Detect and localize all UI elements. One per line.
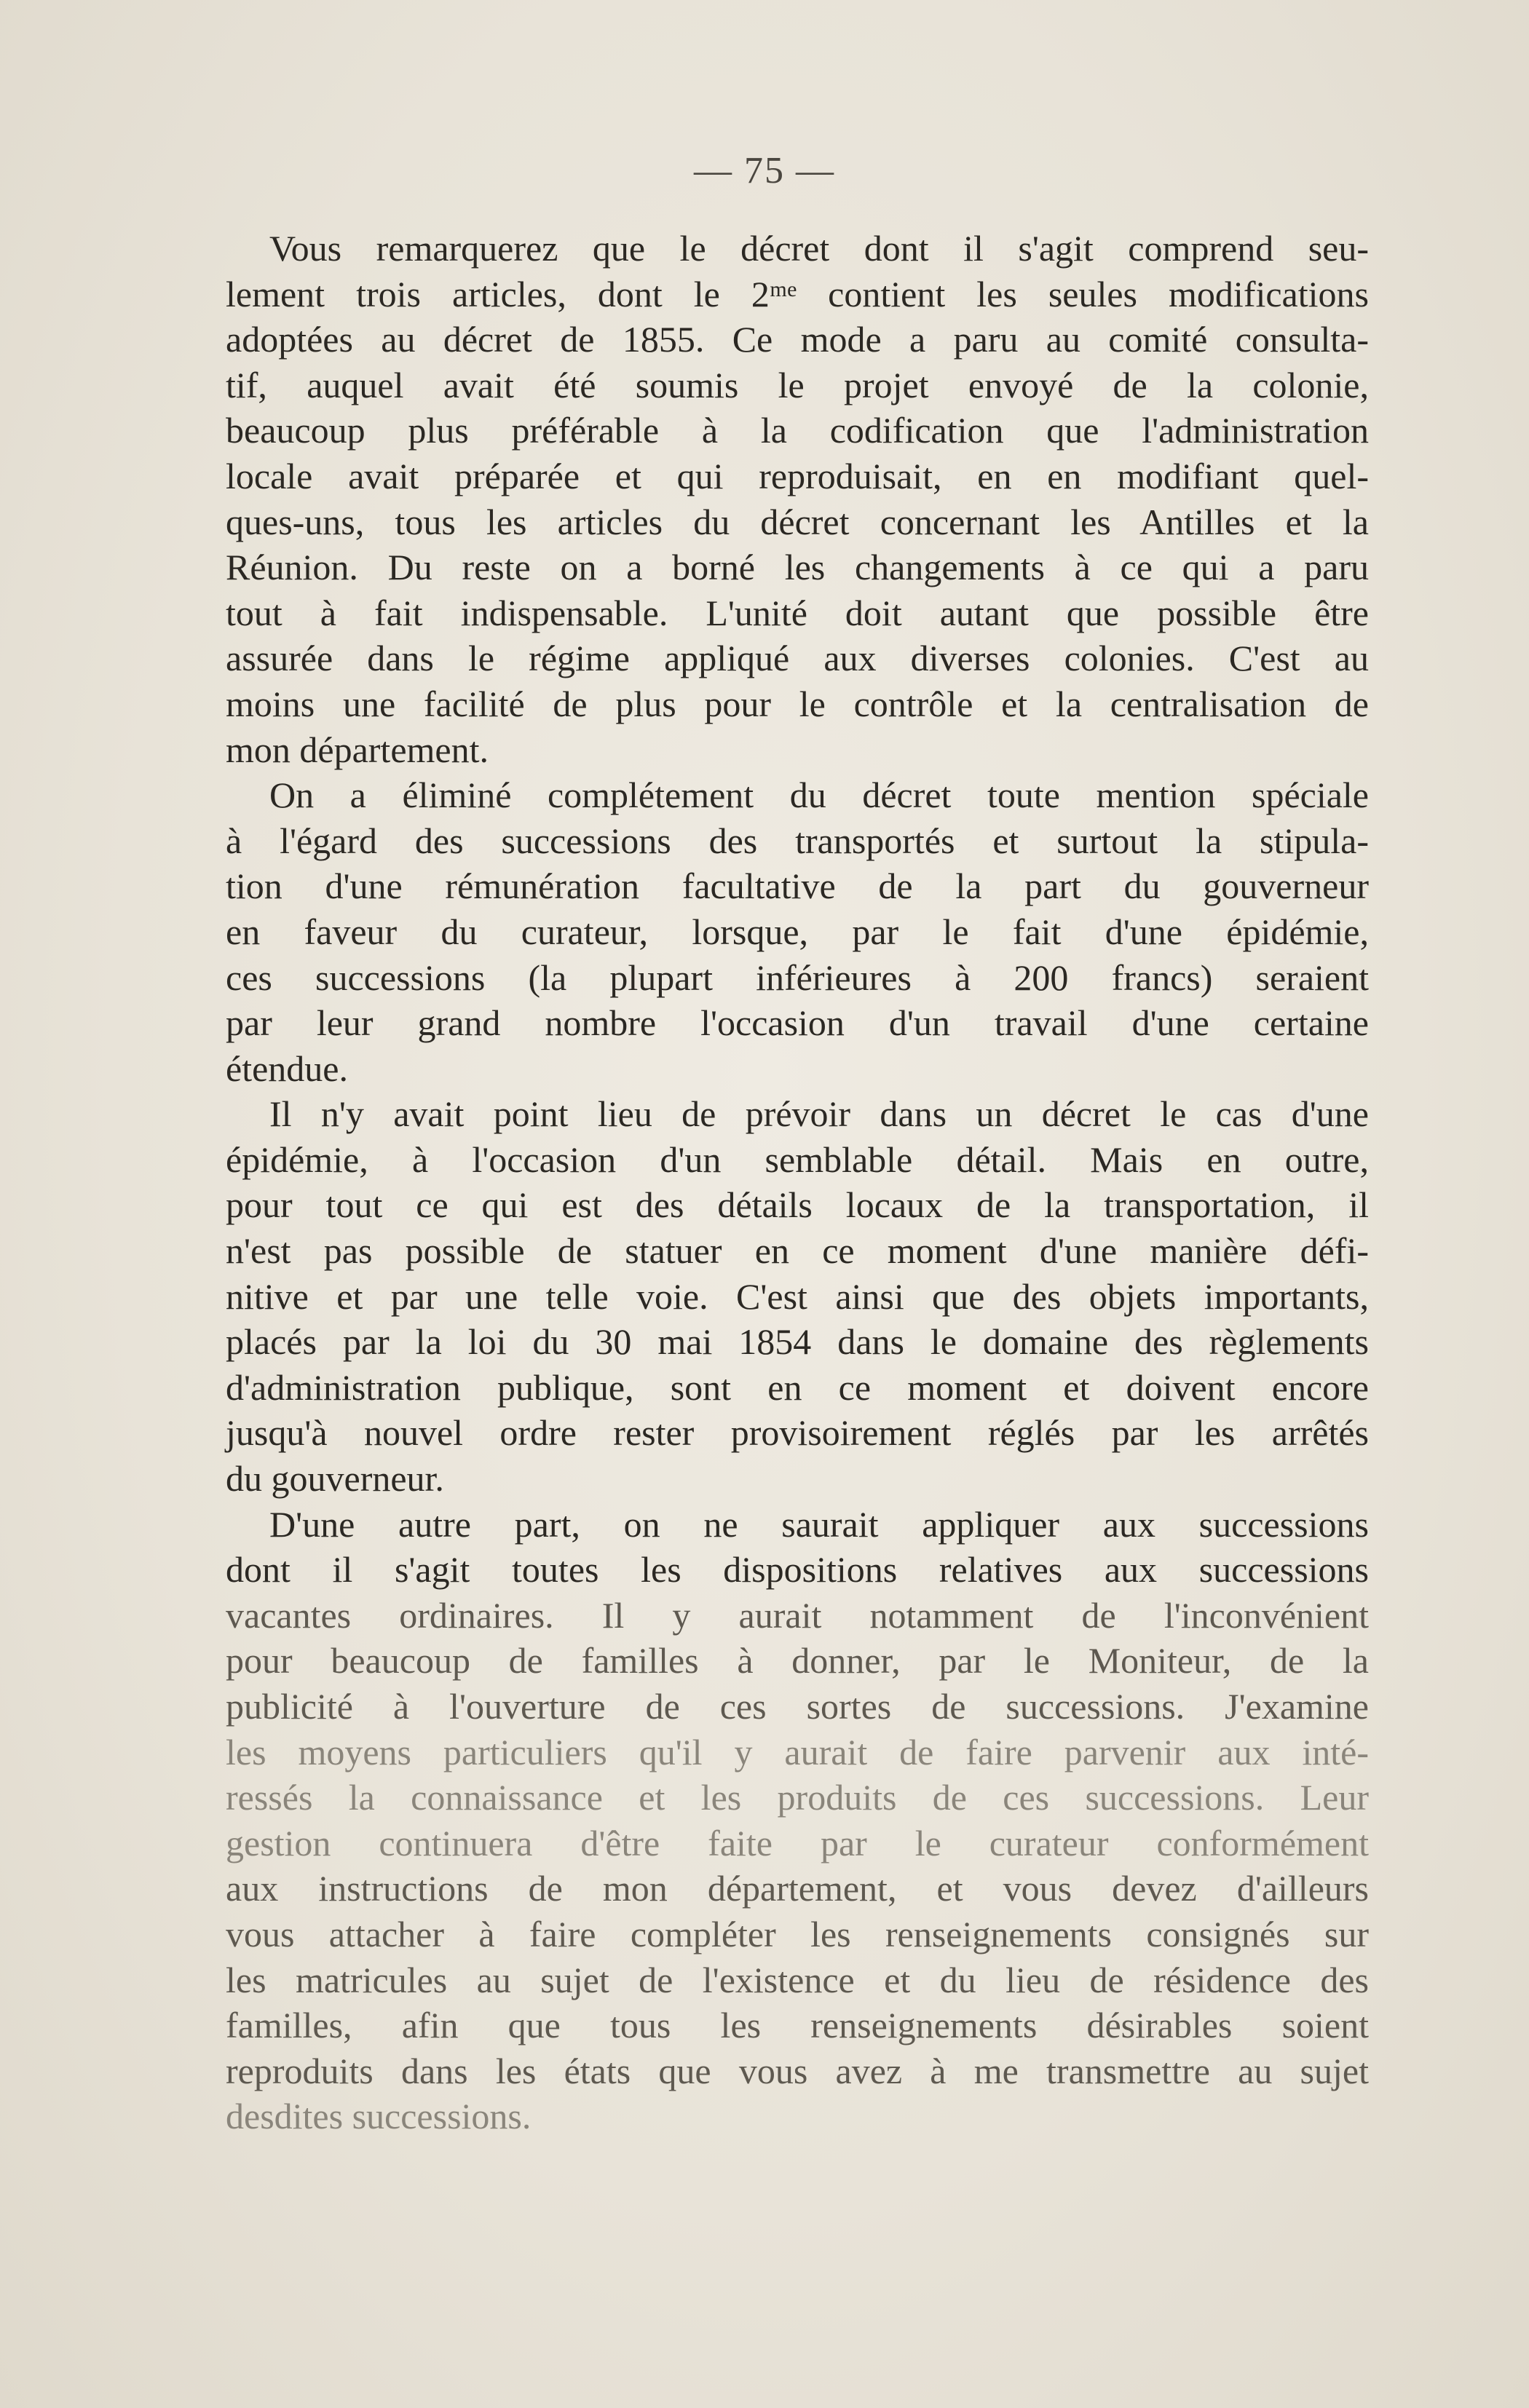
text-line: On a éliminé complétement du décret toute mention spéciale [269, 775, 1369, 816]
text-line: adoptées au décret de 1855. Ce mode a paru au comité consulta- [226, 319, 1369, 360]
text-line: moins une facilité de plus pour le contrôle et la centralisation de [226, 683, 1369, 724]
text-line: nitive et par une telle voie. C'est ainsi que des objets importants, [226, 1275, 1369, 1317]
text-line: publicité à l'ouverture de ces sortes de successions. J'examine [226, 1686, 1369, 1727]
text-line: gestion continuera d'être faite par le curateur conformément [226, 1822, 1369, 1864]
text-line: ressés la connaissance et les produits de ces successions. Leur [226, 1777, 1369, 1818]
text-line: étendue. [226, 1047, 348, 1089]
text-line: tion d'une rémunération facultative de la part du gouverneur [226, 866, 1369, 907]
text-line: les moyens particuliers qu'il y aurait de faire parvenir aux inté- [226, 1731, 1369, 1773]
text-line: par leur grand nombre l'occasion d'un travail d'une certaine [226, 1002, 1369, 1044]
text-line: Vous remarquerez que le décret dont il s'agit comprend seu- [269, 228, 1369, 269]
text-line: ques-uns, tous les articles du décret concernant les Antilles et la [226, 501, 1369, 542]
text-line: épidémie, à l'occasion d'un semblable détail. Mais en outre, [226, 1138, 1369, 1180]
text-line: dont il s'agit toutes les dispositions relatives aux successions [226, 1549, 1369, 1591]
text-line: du gouverneur. [226, 1458, 444, 1500]
text-line: Réunion. Du reste on a borné les changements à ce qui a paru [226, 547, 1369, 588]
text-line: n'est pas possible de statuer en ce moment d'une manière défi- [226, 1230, 1369, 1272]
text-line: D'une autre part, on ne saurait appliquer aux successions [269, 1503, 1369, 1545]
text-line: Il n'y avait point lieu de prévoir dans un décret le cas d'une [269, 1093, 1369, 1135]
text-line: aux instructions de mon département, et vous devez d'ailleurs [226, 1868, 1369, 1909]
text-line: mon département. [226, 729, 489, 770]
text-line: ces successions (la plupart inférieures à 200 francs) seraient [226, 957, 1369, 998]
text-line: locale avait préparée et qui reproduisait, en en modifiant quel- [226, 455, 1369, 496]
text-line: en faveur du curateur, lorsque, par le fait d'une épidémie, [226, 911, 1369, 952]
text-line: familles, afin que tous les renseignements désirables soient [226, 2005, 1369, 2046]
text-line: lement trois articles, dont le 2ᵐᵉ contient les seules modifications [226, 273, 1369, 314]
text-line: beaucoup plus préférable à la codification que l'administration [226, 410, 1369, 451]
text-line: vous attacher à faire compléter les renseignements consignés sur [226, 1913, 1369, 1954]
text-line: desdites successions. [226, 2096, 532, 2137]
text-line: jusqu'à nouvel ordre rester provisoirement réglés par les arrêtés [226, 1412, 1369, 1454]
text-line: placés par la loi du 30 mai 1854 dans le domaine des règlements [226, 1321, 1369, 1363]
page-number: — 75 — [694, 150, 835, 191]
text-line: tout à fait indispensable. L'unité doit autant que possible être [226, 592, 1369, 633]
text-line: les matricules au sujet de l'existence et du lieu de résidence des [226, 1959, 1369, 2000]
body-text [226, 226, 1369, 2139]
text-line: vacantes ordinaires. Il y aurait notamment de l'inconvénient [226, 1594, 1369, 1636]
text-line: assurée dans le régime appliqué aux diverses colonies. C'est au [226, 638, 1369, 679]
text-line: d'administration publique, sont en ce moment et doivent encore [226, 1366, 1369, 1408]
text-line: reproduits dans les états que vous avez à me transmettre au sujet [226, 2050, 1369, 2091]
text-line: à l'égard des successions des transportés et surtout la stipula- [226, 820, 1369, 861]
text-line: tif, auquel avait été soumis le projet envoyé de la colonie, [226, 364, 1369, 405]
text-line: pour beaucoup de familles à donner, par le Moniteur, de la [226, 1640, 1369, 1682]
text-line: pour tout ce qui est des détails locaux de la transportation, il [226, 1184, 1369, 1226]
